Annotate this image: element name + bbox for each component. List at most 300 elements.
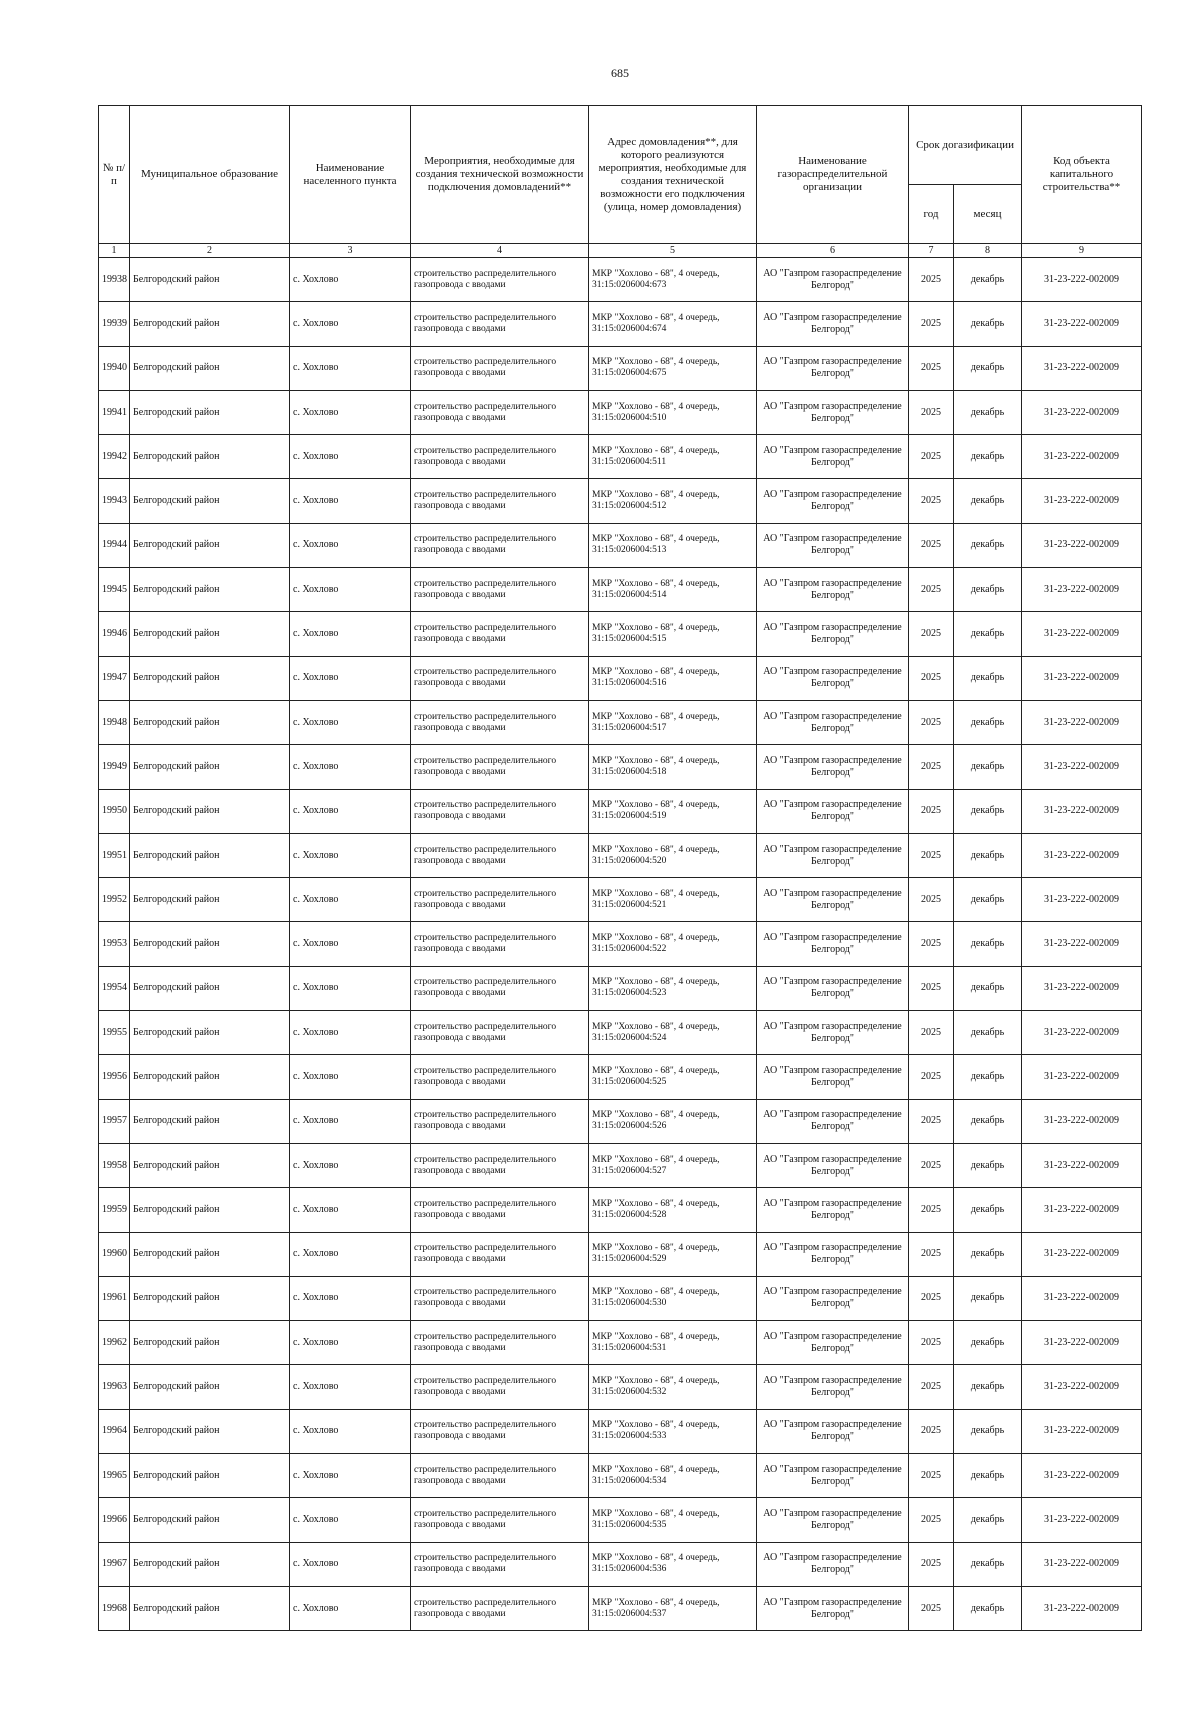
cell-works: строительство распределительного газопровода с вводами (411, 435, 589, 479)
cell-year: 2025 (909, 1321, 954, 1365)
cell-works: строительство распределительного газопровода с вводами (411, 1321, 589, 1365)
cell-month: декабрь (954, 1365, 1022, 1409)
column-number: 8 (954, 244, 1022, 258)
cell-code: 31-23-222-002009 (1022, 1055, 1142, 1099)
cell-code: 31-23-222-002009 (1022, 700, 1142, 744)
cell-settlement: с. Хохлово (290, 1409, 411, 1453)
cell-code: 31-23-222-002009 (1022, 966, 1142, 1010)
cell-code: 31-23-222-002009 (1022, 479, 1142, 523)
cell-year: 2025 (909, 656, 954, 700)
cell-municipality: Белгородский район (130, 833, 290, 877)
cell-org: АО "Газпром газораспределение Белгород" (757, 1011, 909, 1055)
cell-num: 19962 (99, 1321, 130, 1365)
cell-month: декабрь (954, 523, 1022, 567)
cell-org: АО "Газпром газораспределение Белгород" (757, 1321, 909, 1365)
cell-address: МКР "Хохлово - 68", 4 очередь, 31:15:0206004:533 (589, 1409, 757, 1453)
cell-month: декабрь (954, 346, 1022, 390)
cell-code: 31-23-222-002009 (1022, 1409, 1142, 1453)
cell-year: 2025 (909, 435, 954, 479)
table-header (99, 106, 1142, 258)
cell-address: МКР "Хохлово - 68", 4 очередь, 31:15:0206004:526 (589, 1099, 757, 1143)
cell-works: строительство распределительного газопровода с вводами (411, 922, 589, 966)
cell-num: 19957 (99, 1099, 130, 1143)
cell-num: 19968 (99, 1586, 130, 1630)
table-row (99, 878, 1142, 922)
cell-org: АО "Газпром газораспределение Белгород" (757, 1586, 909, 1630)
cell-works: строительство распределительного газопровода с вводами (411, 1276, 589, 1320)
cell-address: МКР "Хохлово - 68", 4 очередь, 31:15:0206004:534 (589, 1454, 757, 1498)
header-municipality: Муниципальное образование (130, 106, 290, 244)
cell-code: 31-23-222-002009 (1022, 435, 1142, 479)
cell-works: строительство распределительного газопровода с вводами (411, 966, 589, 1010)
cell-municipality: Белгородский район (130, 258, 290, 302)
cell-works: строительство распределительного газопровода с вводами (411, 1055, 589, 1099)
cell-municipality: Белгородский район (130, 700, 290, 744)
cell-settlement: с. Хохлово (290, 700, 411, 744)
cell-municipality: Белгородский район (130, 1232, 290, 1276)
cell-num: 19941 (99, 390, 130, 434)
cell-works: строительство распределительного газопровода с вводами (411, 700, 589, 744)
cell-num: 19944 (99, 523, 130, 567)
cell-num: 19939 (99, 302, 130, 346)
cell-address: МКР "Хохлово - 68", 4 очередь, 31:15:0206004:518 (589, 745, 757, 789)
cell-num: 19945 (99, 568, 130, 612)
cell-municipality: Белгородский район (130, 568, 290, 612)
cell-settlement: с. Хохлово (290, 1498, 411, 1542)
cell-num: 19943 (99, 479, 130, 523)
cell-address: МКР "Хохлово - 68", 4 очередь, 31:15:0206004:675 (589, 346, 757, 390)
cell-municipality: Белгородский район (130, 390, 290, 434)
cell-month: декабрь (954, 745, 1022, 789)
column-number: 3 (290, 244, 411, 258)
cell-works: строительство распределительного газопровода с вводами (411, 878, 589, 922)
cell-works: строительство распределительного газопровода с вводами (411, 1542, 589, 1586)
cell-year: 2025 (909, 1542, 954, 1586)
table-row (99, 1586, 1142, 1630)
cell-month: декабрь (954, 390, 1022, 434)
cell-num: 19940 (99, 346, 130, 390)
cell-month: декабрь (954, 1409, 1022, 1453)
cell-org: АО "Газпром газораспределение Белгород" (757, 568, 909, 612)
cell-settlement: с. Хохлово (290, 1542, 411, 1586)
cell-num: 19949 (99, 745, 130, 789)
cell-org: АО "Газпром газораспределение Белгород" (757, 302, 909, 346)
cell-settlement: с. Хохлово (290, 523, 411, 567)
cell-org: АО "Газпром газораспределение Белгород" (757, 833, 909, 877)
table-row (99, 568, 1142, 612)
table-row (99, 656, 1142, 700)
cell-code: 31-23-222-002009 (1022, 1143, 1142, 1187)
cell-settlement: с. Хохлово (290, 612, 411, 656)
cell-year: 2025 (909, 966, 954, 1010)
cell-address: МКР "Хохлово - 68", 4 очередь, 31:15:0206004:524 (589, 1011, 757, 1055)
table-row (99, 479, 1142, 523)
table-row (99, 435, 1142, 479)
cell-settlement: с. Хохлово (290, 1365, 411, 1409)
cell-month: декабрь (954, 878, 1022, 922)
cell-month: декабрь (954, 1011, 1022, 1055)
cell-num: 19960 (99, 1232, 130, 1276)
table-row (99, 346, 1142, 390)
cell-num: 19961 (99, 1276, 130, 1320)
cell-month: декабрь (954, 1232, 1022, 1276)
cell-address: МКР "Хохлово - 68", 4 очередь, 31:15:0206004:521 (589, 878, 757, 922)
cell-municipality: Белгородский район (130, 1498, 290, 1542)
header-num: № п/п (99, 106, 130, 244)
cell-works: строительство распределительного газопровода с вводами (411, 1365, 589, 1409)
header-term: Срок догазификации (909, 106, 1022, 185)
cell-num: 19952 (99, 878, 130, 922)
table-row (99, 966, 1142, 1010)
header-works: Мероприятия, необходимые для создания технической возможности подключения домовладений** (411, 106, 589, 244)
cell-municipality: Белгородский район (130, 302, 290, 346)
cell-org: АО "Газпром газораспределение Белгород" (757, 966, 909, 1010)
cell-year: 2025 (909, 1188, 954, 1232)
cell-year: 2025 (909, 1011, 954, 1055)
cell-address: МКР "Хохлово - 68", 4 очередь, 31:15:0206004:523 (589, 966, 757, 1010)
cell-year: 2025 (909, 1276, 954, 1320)
cell-address: МКР "Хохлово - 68", 4 очередь, 31:15:0206004:516 (589, 656, 757, 700)
cell-settlement: с. Хохлово (290, 1586, 411, 1630)
cell-address: МКР "Хохлово - 68", 4 очередь, 31:15:0206004:530 (589, 1276, 757, 1320)
cell-month: декабрь (954, 1586, 1022, 1630)
cell-settlement: с. Хохлово (290, 1143, 411, 1187)
cell-year: 2025 (909, 700, 954, 744)
cell-month: декабрь (954, 922, 1022, 966)
cell-num: 19958 (99, 1143, 130, 1187)
cell-org: АО "Газпром газораспределение Белгород" (757, 700, 909, 744)
cell-municipality: Белгородский район (130, 745, 290, 789)
cell-address: МКР "Хохлово - 68", 4 очередь, 31:15:0206004:513 (589, 523, 757, 567)
cell-month: декабрь (954, 1055, 1022, 1099)
cell-municipality: Белгородский район (130, 922, 290, 966)
cell-settlement: с. Хохлово (290, 1099, 411, 1143)
cell-works: строительство распределительного газопровода с вводами (411, 1011, 589, 1055)
gasification-table (98, 105, 1142, 1631)
cell-settlement: с. Хохлово (290, 258, 411, 302)
cell-org: АО "Газпром газораспределение Белгород" (757, 435, 909, 479)
cell-code: 31-23-222-002009 (1022, 922, 1142, 966)
header-year: год (909, 185, 954, 244)
cell-address: МКР "Хохлово - 68", 4 очередь, 31:15:0206004:673 (589, 258, 757, 302)
table-row (99, 1454, 1142, 1498)
cell-code: 31-23-222-002009 (1022, 745, 1142, 789)
cell-code: 31-23-222-002009 (1022, 1188, 1142, 1232)
cell-works: строительство распределительного газопровода с вводами (411, 833, 589, 877)
table-row (99, 922, 1142, 966)
cell-municipality: Белгородский район (130, 435, 290, 479)
cell-month: декабрь (954, 789, 1022, 833)
cell-year: 2025 (909, 1409, 954, 1453)
cell-address: МКР "Хохлово - 68", 4 очередь, 31:15:0206004:537 (589, 1586, 757, 1630)
cell-org: АО "Газпром газораспределение Белгород" (757, 789, 909, 833)
cell-municipality: Белгородский район (130, 1276, 290, 1320)
cell-settlement: с. Хохлово (290, 789, 411, 833)
cell-municipality: Белгородский район (130, 1055, 290, 1099)
cell-municipality: Белгородский район (130, 966, 290, 1010)
cell-num: 19950 (99, 789, 130, 833)
cell-works: строительство распределительного газопровода с вводами (411, 390, 589, 434)
cell-settlement: с. Хохлово (290, 1232, 411, 1276)
cell-year: 2025 (909, 346, 954, 390)
table-row (99, 1232, 1142, 1276)
cell-num: 19951 (99, 833, 130, 877)
cell-month: декабрь (954, 479, 1022, 523)
cell-num: 19964 (99, 1409, 130, 1453)
cell-settlement: с. Хохлово (290, 1276, 411, 1320)
header-address: Адрес домовладения**, для которого реализуются мероприятия, необходимые для создания технической возможности его подключения (улица, номер домовладения) (589, 106, 757, 244)
cell-year: 2025 (909, 523, 954, 567)
cell-month: декабрь (954, 833, 1022, 877)
cell-works: строительство распределительного газопровода с вводами (411, 612, 589, 656)
cell-code: 31-23-222-002009 (1022, 1099, 1142, 1143)
table-row (99, 789, 1142, 833)
table-row (99, 745, 1142, 789)
cell-year: 2025 (909, 1365, 954, 1409)
cell-num: 19942 (99, 435, 130, 479)
cell-municipality: Белгородский район (130, 1542, 290, 1586)
cell-settlement: с. Хохлово (290, 1011, 411, 1055)
cell-org: АО "Газпром газораспределение Белгород" (757, 1409, 909, 1453)
cell-works: строительство распределительного газопровода с вводами (411, 1143, 589, 1187)
column-number-row (99, 244, 1142, 258)
cell-code: 31-23-222-002009 (1022, 1232, 1142, 1276)
cell-municipality: Белгородский район (130, 1409, 290, 1453)
cell-code: 31-23-222-002009 (1022, 1498, 1142, 1542)
cell-works: строительство распределительного газопровода с вводами (411, 1586, 589, 1630)
cell-works: строительство распределительного газопровода с вводами (411, 789, 589, 833)
cell-year: 2025 (909, 1055, 954, 1099)
cell-settlement: с. Хохлово (290, 568, 411, 612)
cell-works: строительство распределительного газопровода с вводами (411, 656, 589, 700)
column-number: 5 (589, 244, 757, 258)
cell-org: АО "Газпром газораспределение Белгород" (757, 1498, 909, 1542)
table-row (99, 1542, 1142, 1586)
cell-address: МКР "Хохлово - 68", 4 очередь, 31:15:0206004:535 (589, 1498, 757, 1542)
cell-municipality: Белгородский район (130, 612, 290, 656)
cell-year: 2025 (909, 1454, 954, 1498)
table-row (99, 302, 1142, 346)
table-row (99, 1365, 1142, 1409)
cell-municipality: Белгородский район (130, 1099, 290, 1143)
table-row (99, 1143, 1142, 1187)
cell-municipality: Белгородский район (130, 479, 290, 523)
cell-org: АО "Газпром газораспределение Белгород" (757, 346, 909, 390)
cell-code: 31-23-222-002009 (1022, 789, 1142, 833)
cell-municipality: Белгородский район (130, 523, 290, 567)
cell-month: декабрь (954, 1498, 1022, 1542)
cell-org: АО "Газпром газораспределение Белгород" (757, 1276, 909, 1320)
table-body (99, 258, 1142, 1631)
cell-year: 2025 (909, 878, 954, 922)
table-row (99, 1409, 1142, 1453)
cell-num: 19948 (99, 700, 130, 744)
table-row (99, 1099, 1142, 1143)
cell-works: строительство распределительного газопровода с вводами (411, 346, 589, 390)
cell-code: 31-23-222-002009 (1022, 612, 1142, 656)
cell-address: МКР "Хохлово - 68", 4 очередь, 31:15:0206004:511 (589, 435, 757, 479)
cell-month: декабрь (954, 612, 1022, 656)
cell-month: декабрь (954, 302, 1022, 346)
table-row (99, 612, 1142, 656)
cell-address: МКР "Хохлово - 68", 4 очередь, 31:15:0206004:520 (589, 833, 757, 877)
cell-address: МКР "Хохлово - 68", 4 очередь, 31:15:0206004:532 (589, 1365, 757, 1409)
cell-year: 2025 (909, 1143, 954, 1187)
cell-code: 31-23-222-002009 (1022, 390, 1142, 434)
table-row (99, 1188, 1142, 1232)
cell-month: декабрь (954, 1542, 1022, 1586)
cell-org: АО "Газпром газораспределение Белгород" (757, 258, 909, 302)
table-row (99, 1011, 1142, 1055)
column-number: 6 (757, 244, 909, 258)
table-row (99, 1321, 1142, 1365)
cell-code: 31-23-222-002009 (1022, 1321, 1142, 1365)
header-month: месяц (954, 185, 1022, 244)
cell-address: МКР "Хохлово - 68", 4 очередь, 31:15:0206004:522 (589, 922, 757, 966)
cell-address: МКР "Хохлово - 68", 4 очередь, 31:15:0206004:536 (589, 1542, 757, 1586)
cell-works: строительство распределительного газопровода с вводами (411, 479, 589, 523)
cell-municipality: Белгородский район (130, 789, 290, 833)
cell-code: 31-23-222-002009 (1022, 1276, 1142, 1320)
cell-address: МКР "Хохлово - 68", 4 очередь, 31:15:0206004:519 (589, 789, 757, 833)
cell-works: строительство распределительного газопровода с вводами (411, 1409, 589, 1453)
cell-code: 31-23-222-002009 (1022, 1586, 1142, 1630)
cell-settlement: с. Хохлово (290, 922, 411, 966)
cell-works: строительство распределительного газопровода с вводами (411, 302, 589, 346)
cell-municipality: Белгородский район (130, 1454, 290, 1498)
cell-address: МКР "Хохлово - 68", 4 очередь, 31:15:0206004:531 (589, 1321, 757, 1365)
cell-month: декабрь (954, 258, 1022, 302)
cell-year: 2025 (909, 1232, 954, 1276)
cell-org: АО "Газпром газораспределение Белгород" (757, 1232, 909, 1276)
cell-year: 2025 (909, 745, 954, 789)
table-row (99, 700, 1142, 744)
cell-code: 31-23-222-002009 (1022, 568, 1142, 612)
cell-address: МКР "Хохлово - 68", 4 очередь, 31:15:0206004:514 (589, 568, 757, 612)
cell-month: декабрь (954, 1099, 1022, 1143)
cell-org: АО "Газпром газораспределение Белгород" (757, 1542, 909, 1586)
cell-num: 19946 (99, 612, 130, 656)
cell-municipality: Белгородский район (130, 1011, 290, 1055)
cell-year: 2025 (909, 789, 954, 833)
cell-year: 2025 (909, 479, 954, 523)
cell-num: 19955 (99, 1011, 130, 1055)
cell-org: АО "Газпром газораспределение Белгород" (757, 479, 909, 523)
cell-year: 2025 (909, 833, 954, 877)
cell-works: строительство распределительного газопровода с вводами (411, 745, 589, 789)
cell-municipality: Белгородский район (130, 1586, 290, 1630)
cell-org: АО "Газпром газораспределение Белгород" (757, 656, 909, 700)
cell-num: 19947 (99, 656, 130, 700)
cell-month: декабрь (954, 656, 1022, 700)
cell-org: АО "Газпром газораспределение Белгород" (757, 612, 909, 656)
cell-code: 31-23-222-002009 (1022, 302, 1142, 346)
cell-works: строительство распределительного газопровода с вводами (411, 1099, 589, 1143)
cell-year: 2025 (909, 1498, 954, 1542)
cell-org: АО "Газпром газораспределение Белгород" (757, 1143, 909, 1187)
cell-year: 2025 (909, 1099, 954, 1143)
cell-address: МКР "Хохлово - 68", 4 очередь, 31:15:0206004:527 (589, 1143, 757, 1187)
cell-year: 2025 (909, 922, 954, 966)
cell-month: декабрь (954, 1188, 1022, 1232)
cell-municipality: Белгородский район (130, 1143, 290, 1187)
cell-org: АО "Газпром газораспределение Белгород" (757, 1099, 909, 1143)
table-row (99, 390, 1142, 434)
cell-org: АО "Газпром газораспределение Белгород" (757, 1188, 909, 1232)
cell-address: МКР "Хохлово - 68", 4 очередь, 31:15:0206004:517 (589, 700, 757, 744)
table-row (99, 1276, 1142, 1320)
cell-code: 31-23-222-002009 (1022, 1454, 1142, 1498)
table-row (99, 1498, 1142, 1542)
cell-num: 19954 (99, 966, 130, 1010)
cell-works: строительство распределительного газопровода с вводами (411, 523, 589, 567)
cell-code: 31-23-222-002009 (1022, 523, 1142, 567)
cell-org: АО "Газпром газораспределение Белгород" (757, 922, 909, 966)
cell-num: 19966 (99, 1498, 130, 1542)
cell-code: 31-23-222-002009 (1022, 1365, 1142, 1409)
cell-municipality: Белгородский район (130, 346, 290, 390)
cell-month: декабрь (954, 435, 1022, 479)
cell-org: АО "Газпром газораспределение Белгород" (757, 1055, 909, 1099)
cell-works: строительство распределительного газопровода с вводами (411, 1188, 589, 1232)
cell-code: 31-23-222-002009 (1022, 656, 1142, 700)
table-row (99, 523, 1142, 567)
cell-address: МКР "Хохлово - 68", 4 очередь, 31:15:0206004:525 (589, 1055, 757, 1099)
cell-num: 19953 (99, 922, 130, 966)
page-number: 685 (611, 66, 629, 80)
cell-code: 31-23-222-002009 (1022, 258, 1142, 302)
column-number: 4 (411, 244, 589, 258)
cell-municipality: Белгородский район (130, 1321, 290, 1365)
table-row (99, 1055, 1142, 1099)
cell-org: АО "Газпром газораспределение Белгород" (757, 523, 909, 567)
cell-year: 2025 (909, 612, 954, 656)
cell-settlement: с. Хохлово (290, 346, 411, 390)
cell-org: АО "Газпром газораспределение Белгород" (757, 1454, 909, 1498)
cell-year: 2025 (909, 302, 954, 346)
header-code: Код объекта капитального строительства** (1022, 106, 1142, 244)
header-org: Наименование газораспределительной организации (757, 106, 909, 244)
cell-month: декабрь (954, 1321, 1022, 1365)
cell-num: 19967 (99, 1542, 130, 1586)
cell-month: декабрь (954, 1143, 1022, 1187)
cell-code: 31-23-222-002009 (1022, 1011, 1142, 1055)
cell-code: 31-23-222-002009 (1022, 833, 1142, 877)
cell-municipality: Белгородский район (130, 656, 290, 700)
cell-address: МКР "Хохлово - 68", 4 очередь, 31:15:0206004:512 (589, 479, 757, 523)
cell-works: строительство распределительного газопровода с вводами (411, 1232, 589, 1276)
cell-month: декабрь (954, 700, 1022, 744)
cell-year: 2025 (909, 258, 954, 302)
column-number: 7 (909, 244, 954, 258)
column-number: 9 (1022, 244, 1142, 258)
cell-address: МКР "Хохлово - 68", 4 очередь, 31:15:0206004:674 (589, 302, 757, 346)
cell-settlement: с. Хохлово (290, 966, 411, 1010)
cell-settlement: с. Хохлово (290, 1321, 411, 1365)
table-row (99, 258, 1142, 302)
cell-works: строительство распределительного газопровода с вводами (411, 1454, 589, 1498)
column-number: 1 (99, 244, 130, 258)
table-row (99, 833, 1142, 877)
cell-address: МКР "Хохлово - 68", 4 очередь, 31:15:0206004:528 (589, 1188, 757, 1232)
cell-settlement: с. Хохлово (290, 479, 411, 523)
cell-address: МКР "Хохлово - 68", 4 очередь, 31:15:0206004:515 (589, 612, 757, 656)
cell-settlement: с. Хохлово (290, 1055, 411, 1099)
cell-settlement: с. Хохлово (290, 878, 411, 922)
cell-org: АО "Газпром газораспределение Белгород" (757, 390, 909, 434)
cell-municipality: Белгородский район (130, 1188, 290, 1232)
cell-year: 2025 (909, 390, 954, 434)
